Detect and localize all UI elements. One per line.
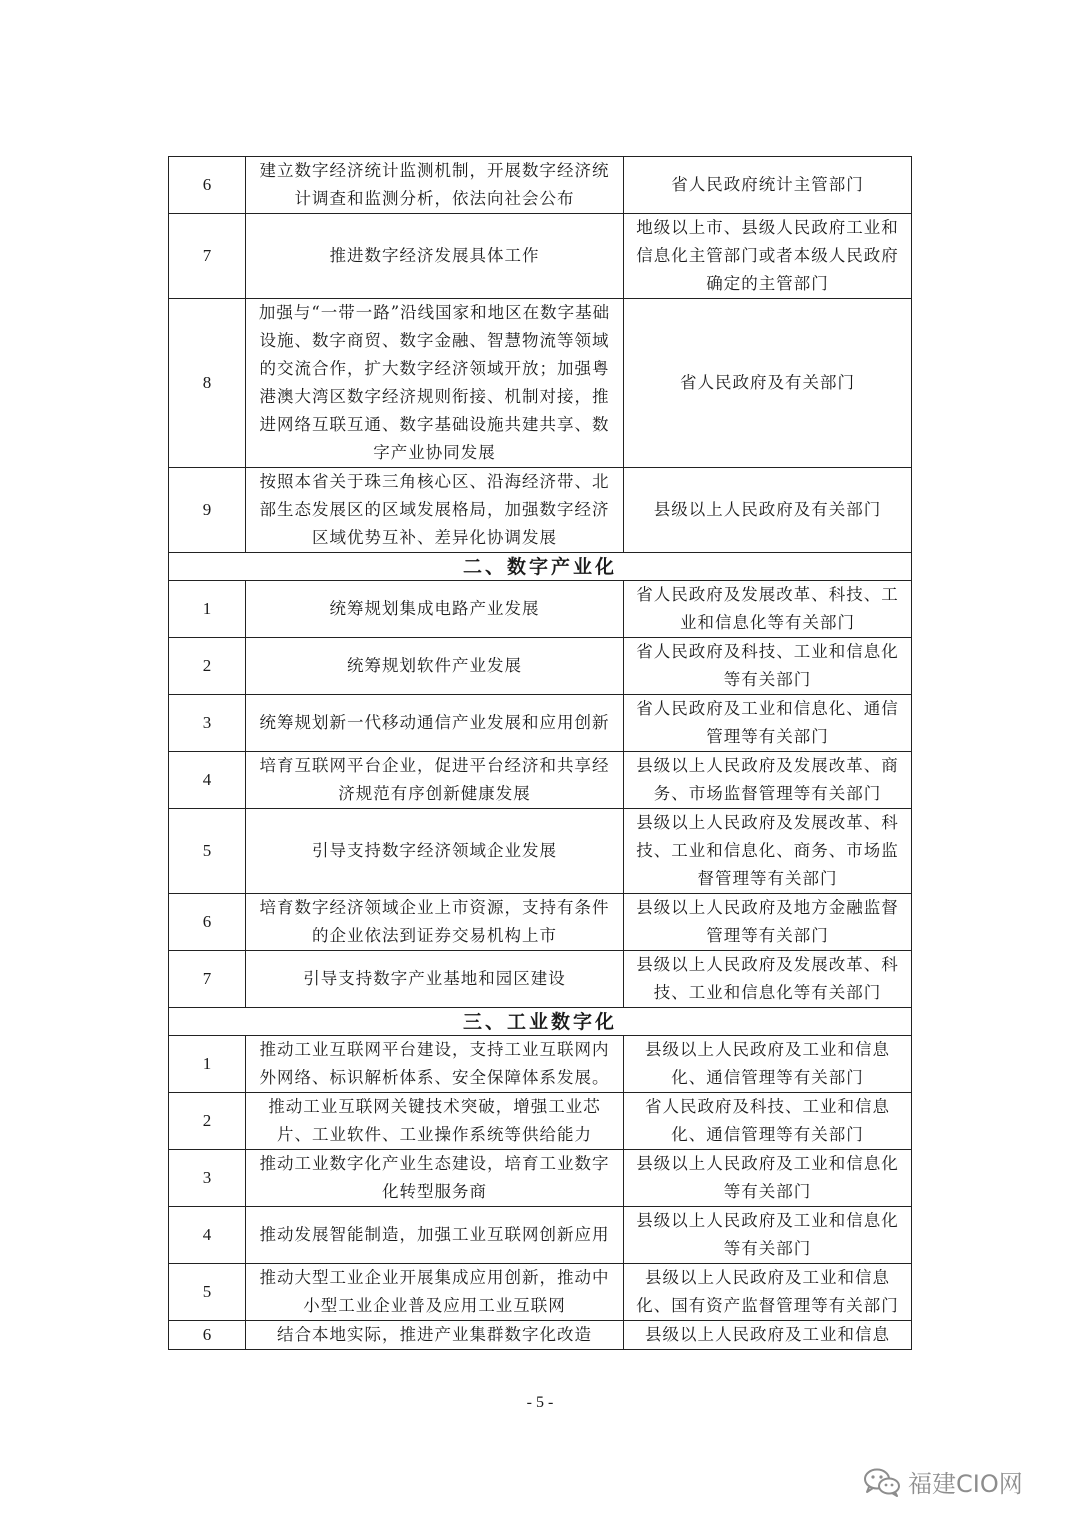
task-cell: 建立数字经济统计监测机制，开展数字经济统计调查和监测分析，依法向社会公布 <box>246 157 624 214</box>
table-row <box>169 638 912 695</box>
task-cell: 引导支持数字产业基地和园区建设 <box>246 951 624 1008</box>
item-number: 6 <box>169 894 246 951</box>
task-cell: 推动大型工业企业开展集成应用创新，推动中小型工业企业普及应用工业互联网 <box>246 1264 624 1321</box>
table-row <box>169 1264 912 1321</box>
table-row <box>169 1036 912 1093</box>
department-cell: 省人民政府及发展改革、科技、工业和信息化等有关部门 <box>624 581 912 638</box>
table-row <box>169 809 912 894</box>
table-row <box>169 894 912 951</box>
item-number: 2 <box>169 1093 246 1150</box>
department-cell: 县级以上人民政府及工业和信息化、通信管理等有关部门 <box>624 1036 912 1093</box>
department-cell: 县级以上人民政府及发展改革、科技、工业和信息化、商务、市场监督管理等有关部门 <box>624 809 912 894</box>
department-cell: 县级以上人民政府及地方金融监督管理等有关部门 <box>624 894 912 951</box>
table-row <box>169 1150 912 1207</box>
item-number: 7 <box>169 951 246 1008</box>
department-cell: 省人民政府及工业和信息化、通信管理等有关部门 <box>624 695 912 752</box>
page-number: - 5 - <box>526 1394 554 1411</box>
task-cell: 推动工业数字化产业生态建设，培育工业数字化转型服务商 <box>246 1150 624 1207</box>
table-row <box>169 299 912 468</box>
department-cell: 地级以上市、县级人民政府工业和信息化主管部门或者本级人民政府确定的主管部门 <box>624 214 912 299</box>
table-row <box>169 695 912 752</box>
item-number: 1 <box>169 1036 246 1093</box>
item-number: 6 <box>169 1321 246 1350</box>
task-cell: 引导支持数字经济领域企业发展 <box>246 809 624 894</box>
item-number: 1 <box>169 581 246 638</box>
task-cell: 统筹规划集成电路产业发展 <box>246 581 624 638</box>
table-row <box>169 752 912 809</box>
department-cell: 县级以上人民政府及发展改革、商务、市场监督管理等有关部门 <box>624 752 912 809</box>
task-cell: 推进数字经济发展具体工作 <box>246 214 624 299</box>
watermark <box>862 1464 1023 1499</box>
table-row <box>169 1093 912 1150</box>
task-cell: 推动工业互联网关键技术突破，增强工业芯片、工业软件、工业操作系统等供给能力 <box>246 1093 624 1150</box>
item-number: 2 <box>169 638 246 695</box>
item-number: 9 <box>169 468 246 553</box>
section-header-row <box>169 1008 912 1036</box>
item-number: 6 <box>169 157 246 214</box>
table-row <box>169 214 912 299</box>
department-cell: 省人民政府及科技、工业和信息化、通信管理等有关部门 <box>624 1093 912 1150</box>
task-cell: 培育数字经济领域企业上市资源，支持有条件的企业依法到证券交易机构上市 <box>246 894 624 951</box>
item-number: 7 <box>169 214 246 299</box>
task-cell: 按照本省关于珠三角核心区、沿海经济带、北部生态发展区的区域发展格局，加强数字经济区域优势互补、差异化协调发展 <box>246 468 624 553</box>
department-cell: 省人民政府及有关部门 <box>624 299 912 468</box>
section-title: 二、数字产业化 <box>169 553 912 581</box>
task-cell: 统筹规划软件产业发展 <box>246 638 624 695</box>
watermark-text: 福建CIO网 <box>908 1470 1023 1498</box>
department-cell: 省人民政府统计主管部门 <box>624 157 912 214</box>
table-row <box>169 468 912 553</box>
item-number: 3 <box>169 1150 246 1207</box>
table-row <box>169 951 912 1008</box>
responsibility-table <box>168 156 912 1350</box>
table-row <box>169 581 912 638</box>
task-cell: 结合本地实际，推进产业集群数字化改造 <box>246 1321 624 1350</box>
table-row <box>169 1207 912 1264</box>
section-header-row <box>169 553 912 581</box>
department-cell: 县级以上人民政府及发展改革、科技、工业和信息化等有关部门 <box>624 951 912 1008</box>
department-cell: 县级以上人民政府及有关部门 <box>624 468 912 553</box>
department-cell: 县级以上人民政府及工业和信息 <box>624 1321 912 1350</box>
department-cell: 县级以上人民政府及工业和信息化、国有资产监督管理等有关部门 <box>624 1264 912 1321</box>
table-row <box>169 1321 912 1350</box>
task-cell: 培育互联网平台企业，促进平台经济和共享经济规范有序创新健康发展 <box>246 752 624 809</box>
task-cell: 加强与“一带一路”沿线国家和地区在数字基础设施、数字商贸、数字金融、智慧物流等领域的交流合作，扩大数字经济领域开放；加强粤港澳大湾区数字经济规则衔接、机制对接，推进网络互联互通、数字基础设施共建共享、数字产业协同发展 <box>246 299 624 468</box>
item-number: 4 <box>169 752 246 809</box>
item-number: 8 <box>169 299 246 468</box>
department-cell: 县级以上人民政府及工业和信息化等有关部门 <box>624 1150 912 1207</box>
item-number: 5 <box>169 1264 246 1321</box>
item-number: 4 <box>169 1207 246 1264</box>
item-number: 3 <box>169 695 246 752</box>
item-number: 5 <box>169 809 246 894</box>
task-cell: 推动工业互联网平台建设，支持工业互联网内外网络、标识解析体系、安全保障体系发展。 <box>246 1036 624 1093</box>
task-cell: 推动发展智能制造，加强工业互联网创新应用 <box>246 1207 624 1264</box>
department-cell: 省人民政府及科技、工业和信息化等有关部门 <box>624 638 912 695</box>
section-title: 三、工业数字化 <box>169 1008 912 1036</box>
table-row <box>169 157 912 214</box>
task-cell: 统筹规划新一代移动通信产业发展和应用创新 <box>246 695 624 752</box>
department-cell: 县级以上人民政府及工业和信息化等有关部门 <box>624 1207 912 1264</box>
wechat-icon <box>862 1467 902 1497</box>
